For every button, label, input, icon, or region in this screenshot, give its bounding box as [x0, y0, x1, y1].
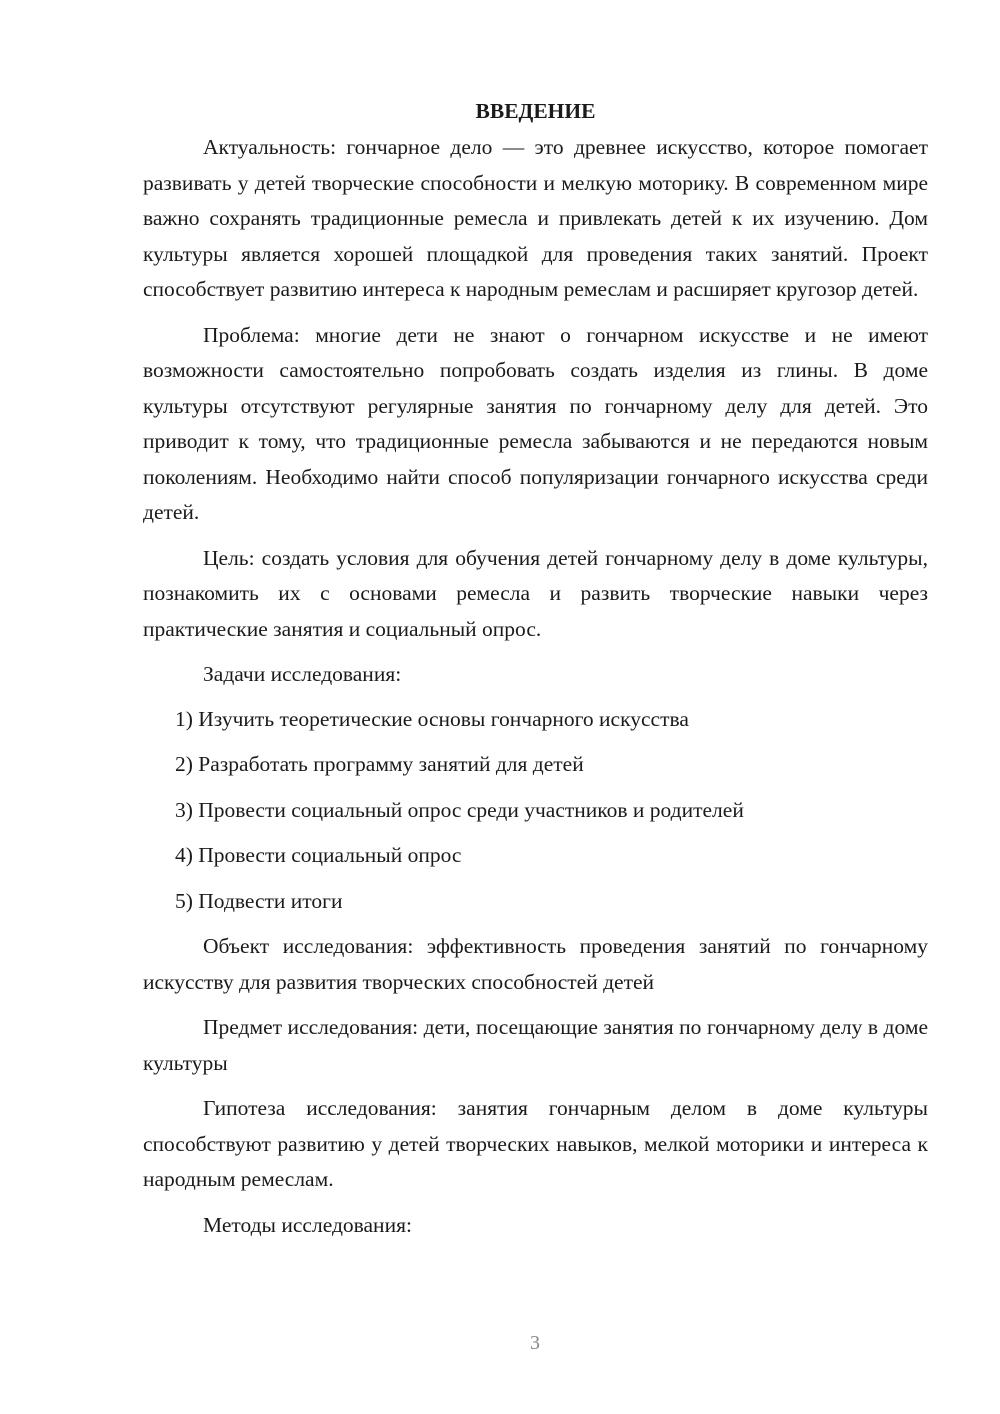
goal-paragraph: Цель: создать условия для обучения детей гончарному делу в доме культуры, познакомить их с основами ремесла и развить творческие навыки через практические занятия и социальный опрос. [143, 545, 928, 641]
relevance-paragraph: Актуальность: гончарное дело — это древнее искусство, которое помогает развивать у детей творческие способности и мелкую моторику. В современном мире важно сохранять традиционные ремесла и привлекать детей к их изучению. Дом культуры является хорошей площадкой для проведения таких занятий. Проект способствует развитию интереса к народным ремеслам и расширяет кругозор детей. [143, 135, 928, 301]
tasks-heading: Задачи исследования: [203, 662, 402, 686]
list-item: 2) Разработать программу занятий для детей [175, 752, 584, 776]
list-item: 1) Изучить теоретические основы гончарного искусства [175, 706, 689, 731]
document-page [143, 96, 928, 1252]
page-title: ВВЕДЕНИЕ [475, 99, 596, 123]
object-paragraph: Объект исследования: эффективность проведения занятий по гончарному искусству для развития творческих способностей детей [143, 934, 928, 994]
subject-paragraph: Предмет исследования: дети, посещающие занятия по гончарному делу в доме культуры [143, 1015, 928, 1075]
list-item: 5) Подвести итоги [175, 888, 343, 913]
hypothesis-paragraph: Гипотеза исследования: занятия гончарным делом в доме культуры способствуют развитию у детей творческих навыков, мелкой моторики и интереса к народным ремеслам. [143, 1096, 928, 1191]
methods-heading: Методы исследования: [203, 1212, 412, 1237]
page-number: 3 [530, 1332, 540, 1354]
list-item: 3) Провести социальный опрос среди участников и родителей [175, 797, 744, 822]
tasks-list [143, 702, 928, 920]
problem-paragraph: Проблема: многие дети не знают о гончарном искусстве и не имеют возможности самостоятельно попробовать создать изделия из глины. В доме культуры отсутствуют регулярные занятия по гончарному делу для детей. Это приводит к тому, что традиционные ремесла забываются и не передаются новым поколениям. Необходимо найти способ популяризации гончарного искусства среди детей. [143, 322, 928, 524]
list-item: 4) Провести социальный опрос [175, 843, 462, 867]
